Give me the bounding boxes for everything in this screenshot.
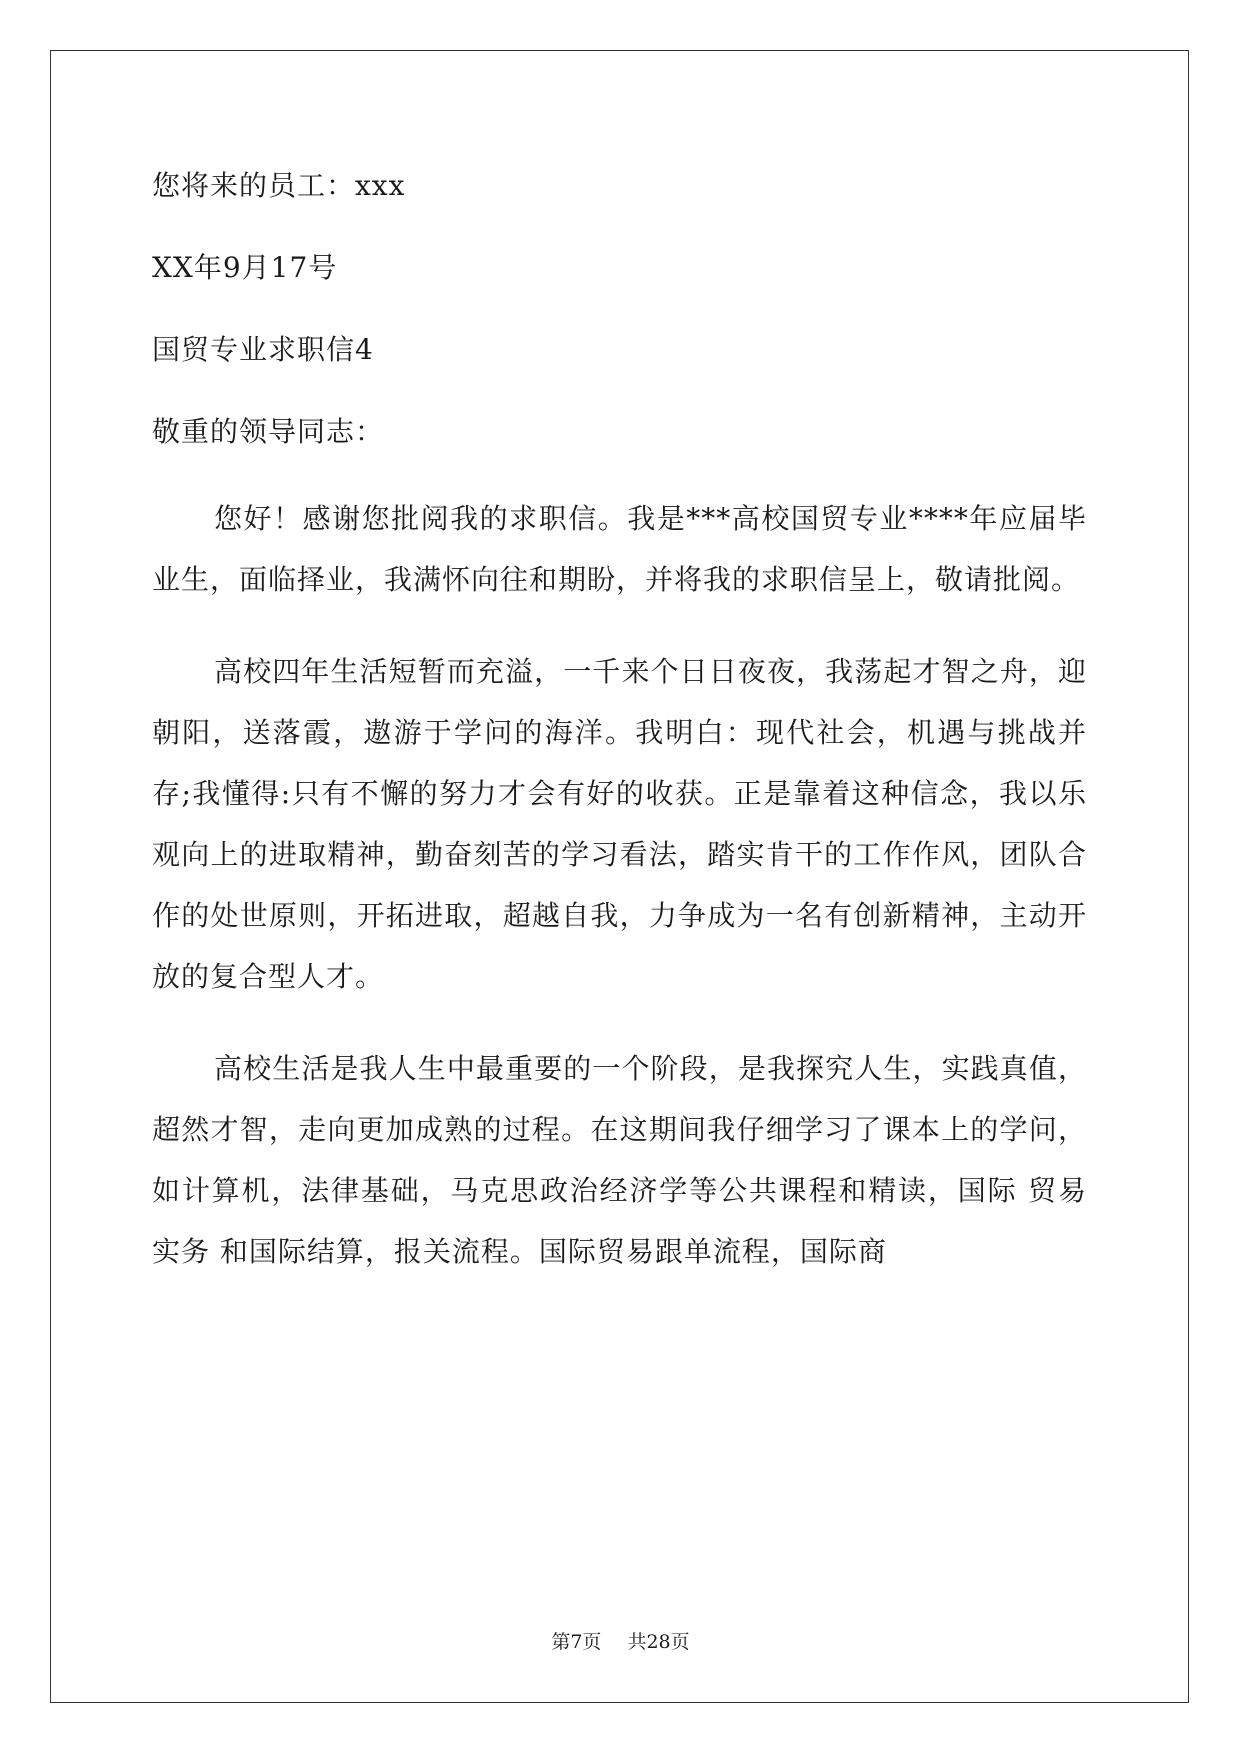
salutation: 敬重的领导同志：: [152, 415, 385, 448]
closing-signature: 您将来的员工：xxx: [152, 169, 406, 202]
section-heading: 国贸专业求职信4: [152, 333, 374, 366]
body-paragraph-2: 高校四年生活短暂而充溢，一千来个日日夜夜，我荡起才智之舟，迎朝阳，送落霞，遨游于学问的海洋。我明白：现代社会，机遇与挑战并存;我懂得:只有不懈的努力才会有好的收获。正是靠着这种信念，我以乐观向上的进取精神，勤奋刻苦的学习看法，踏实肯干的工作作风，团队合作的处世原则，开拓进取，超越自我，力争成为一名有创新精神，主动开放的复合型人才。: [152, 655, 1087, 993]
letter-date: XX年9月17号: [152, 251, 338, 284]
page-footer: [0, 1627, 1241, 1654]
page-number: 第7页: [551, 1631, 602, 1653]
document-body: [152, 160, 1087, 1313]
page-total: 共28页: [627, 1631, 690, 1653]
body-paragraph-1: 您好！感谢您批阅我的求职信。我是***高校国贸专业****年应届毕业生，面临择业，我满怀向往和期盼，并将我的求职信呈上，敬请批阅。: [152, 502, 1087, 596]
body-paragraph-3: 高校生活是我人生中最重要的一个阶段，是我探究人生，实践真值，超然才智，走向更加成熟的过程。在这期间我仔细学习了课本上的学问，如计算机，法律基础，马克思政治经济学等公共课程和精读，国际 贸易实务 和国际结算，报关流程。国际贸易跟单流程，国际商: [152, 1052, 1087, 1268]
